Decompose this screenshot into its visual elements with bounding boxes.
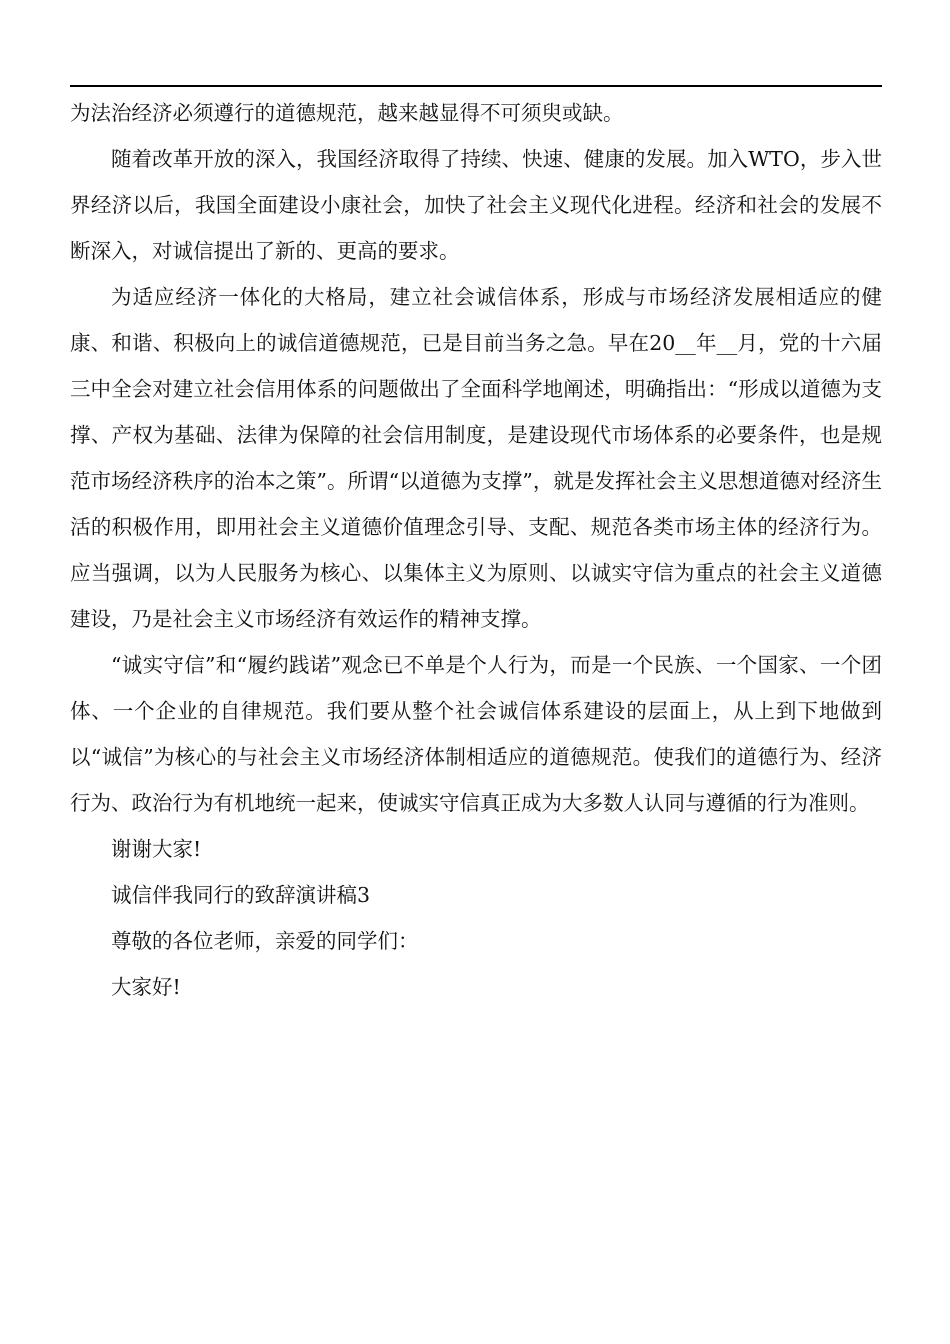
paragraph-honesty: “诚实守信”和“履约践诺”观念已不单是个人行为，而是一个民族、一个国家、一个团体、一个企业的自律规范。我们要从整个社会诚信体系建设的层面上，从上到下地做到以“诚信”为核心的与社会主义市场经济体制相适应的道德规范。使我们的道德行为、经济行为、政治行为有机地统一起来，使诚实守信真正成为大多数人认同与遵循的行为准则。 <box>70 653 882 815</box>
salutation: 尊敬的各位老师，亲爱的同学们： <box>111 929 419 953</box>
paragraph-credit-system: 为适应经济一体化的大格局，建立社会诚信体系，形成与市场经济发展相适应的健康、和谐、积极向上的诚信道德规范，已是目前当务之急。早在20__年__月，党的十六届三中全会对建立社会信用体系的问题做出了全面科学地阐述，明确指出：“形成以道德为支撑、产权为基础、法律为保障的社会信用制度，是建设现代市场体系的必要条件，也是规范市场经济秩序的治本之策”。所谓“以道德为支撑”，就是发挥社会主义思想道德对经济生活的积极作用，即用社会主义道德价值理念引导、支配、规范各类市场主体的经济行为。应当强调，以为人民服务为核心、以集体主义为原则、以诚实守信为重点的社会主义道德建设，乃是社会主义市场经济有效运作的精神支撑。 <box>70 285 882 631</box>
document-page <box>70 0 882 1344</box>
paragraph-reform: 随着改革开放的深入，我国经济取得了持续、快速、健康的发展。加入WTO，步入世界经济以后，我国全面建设小康社会，加快了社会主义现代化进程。经济和社会的发展不断深入，对诚信提出了新的、更高的要求。 <box>70 147 882 263</box>
paragraph-continuation: 为法治经济必须遵行的道德规范，越来越显得不可须臾或缺。 <box>70 101 624 125</box>
closing-thanks: 谢谢大家! <box>111 837 202 861</box>
speech-title: 诚信伴我同行的致辞演讲稿3 <box>111 883 371 907</box>
header-rule <box>70 85 882 87</box>
document-body <box>70 90 882 1010</box>
greeting: 大家好! <box>111 975 181 999</box>
